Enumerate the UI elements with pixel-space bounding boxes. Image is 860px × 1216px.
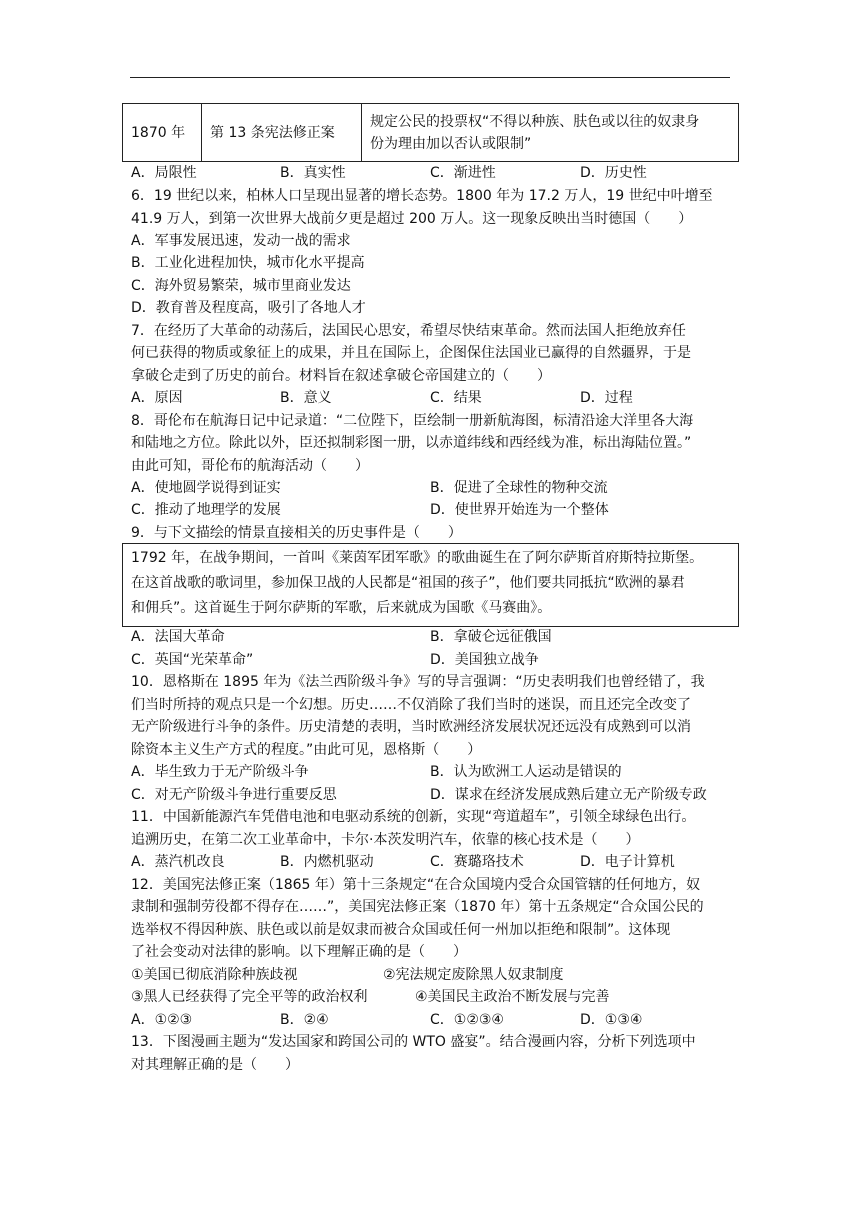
q10-stem-line: 无产阶级进行斗争的条件。历史清楚的表明，当时欧洲经济发展状况还远没有成熟到可以消 [131, 719, 691, 735]
q9-stem: 9．与下文描绘的情景直接相关的历史事件是（ ） [131, 525, 462, 541]
q12-option-c[interactable]: C．①②③④ [430, 1012, 504, 1028]
q12-stem-line: 选举权不得因种族、肤色或以前是奴隶而被合众国或任何一州加以拒绝和限制”。这体现 [131, 922, 671, 938]
amendment-table [122, 103, 739, 162]
q13-stem-line: 13．下图漫画主题为“发达国家和跨国公司的 WTO 盛宴”。结合漫画内容，分析下列选项中 [131, 1034, 696, 1050]
table-cell-year: 1870 年 [123, 104, 202, 162]
q8-option-a[interactable]: A．使地圆学说得到证实 [131, 480, 281, 496]
header-rule [130, 77, 730, 78]
q8-option-c[interactable]: C．推动了地理学的发展 [131, 502, 281, 518]
q7-stem-line: 7．在经历了大革命的动荡后，法国民心思安，希望尽快结束革命。然而法国人拒绝放弃任 [131, 323, 686, 339]
q11-option-d[interactable]: D．电子计算机 [580, 854, 675, 870]
q10-stem-line: 10．恩格斯在 1895 年为《法兰西阶级斗争》写的导言强调：“历史表明我们也曾经错了，我 [131, 674, 705, 690]
q11-option-c[interactable]: C．赛璐珞技术 [430, 854, 524, 870]
q12-option-b[interactable]: B．②④ [280, 1012, 329, 1028]
q8-stem-line: 和陆地之方位。除此以外，臣还拟制彩图一册，以赤道纬线和西经线为准，标出海陆位置。” [131, 435, 692, 451]
q6-option-c[interactable]: C．海外贸易繁荣，城市里商业发达 [131, 278, 351, 294]
q13-stem-line: 对其理解正确的是（ ） [131, 1057, 299, 1073]
q12-stem-line: 了社会变动对法律的影响。以下理解正确的是（ ） [131, 944, 467, 960]
table-cell-name: 第 13 条宪法修正案 [202, 104, 362, 162]
q7-stem-line: 拿破仑走到了历史的前台。材料旨在叙述拿破仑帝国建立的（ ） [131, 368, 551, 384]
q12-item-4: ④美国民主政治不断发展与完善 [415, 989, 610, 1005]
q11-stem-line: 11．中国新能源汽车凭借电池和电驱动系统的创新，实现“弯道超车”，引领全球绿色出行。 [131, 809, 696, 825]
q9-option-b[interactable]: B．拿破仑远征俄国 [430, 629, 552, 645]
q7-option-a[interactable]: A．原因 [131, 390, 183, 406]
table-content-line: 规定公民的投票权“不得以种族、肤色或以往的奴隶身 [370, 113, 700, 130]
q5-option-b[interactable]: B．真实性 [280, 165, 346, 181]
q12-option-a[interactable]: A．①②③ [131, 1012, 193, 1028]
q12-stem-line: 12．美国宪法修正案（1865 年）第十三条规定“在合众国境内受合众国管辖的任何地方，奴 [131, 877, 701, 893]
q12-item-1: ①美国已彻底消除种族歧视 [131, 967, 298, 983]
q10-stem-line: 除资本主义生产方式的程度。”由此可见，恩格斯（ ） [131, 742, 482, 758]
q6-stem-line: 41.9 万人，到第一次世界大战前夕更是超过 200 万人。这一现象反映出当时德国（ ） [131, 211, 693, 227]
q5-option-a[interactable]: A．局限性 [131, 165, 197, 181]
q11-option-b[interactable]: B．内燃机驱动 [280, 854, 374, 870]
q7-option-c[interactable]: C．结果 [430, 390, 482, 406]
q9-option-c[interactable]: C．英国“光荣革命” [131, 652, 254, 668]
table-content-line: 份为理由加以否认或限制” [370, 135, 532, 152]
q9-box-line: 1792 年，在战争期间，一首叫《莱茵军团军歌》的歌曲诞生在了阿尔萨斯首府斯特拉斯堡。 [131, 550, 704, 566]
q8-stem-line: 8．哥伦布在航海日记中记录道：“二位陛下，臣绘制一册新航海图，标清沿途大洋里各大海 [131, 413, 694, 429]
q10-option-a[interactable]: A．毕生致力于无产阶级斗争 [131, 764, 309, 780]
q9-option-a[interactable]: A．法国大革命 [131, 629, 225, 645]
q7-option-b[interactable]: B．意义 [280, 390, 332, 406]
q6-option-b[interactable]: B．工业化进程加快，城市化水平提高 [131, 255, 365, 271]
q6-stem-line: 6．19 世纪以来，柏林人口呈现出显著的增长态势。1800 年为 17.2 万人，19 世纪中叶增至 [131, 188, 713, 204]
q9-option-d[interactable]: D．美国独立战争 [430, 652, 539, 668]
table-row [123, 104, 739, 162]
q11-option-a[interactable]: A．蒸汽机改良 [131, 854, 225, 870]
table-cell-content [362, 104, 739, 162]
q11-stem-line: 追溯历史，在第二次工业革命中，卡尔·本茨发明汽车，依靠的核心技术是（ ） [131, 832, 640, 848]
q10-option-c[interactable]: C．对无产阶级斗争进行重要反思 [131, 787, 337, 803]
q6-option-a[interactable]: A．军事发展迅速，发动一战的需求 [131, 233, 351, 249]
q7-stem-line: 何已获得的物质或象征上的成果，并且在国际上，企图保住法国业已赢得的自然疆界，于是 [131, 345, 691, 361]
q10-option-d[interactable]: D．谋求在经济发展成熟后建立无产阶级专政 [430, 787, 707, 803]
q12-option-d[interactable]: D．①③④ [580, 1012, 643, 1028]
q9-box-line: 和佣兵”。这首诞生于阿尔萨斯的军歌，后来就成为国歌《马赛曲》。 [131, 600, 552, 616]
q9-box-line: 在这首战歌的歌词里，参加保卫战的人民都是“祖国的孩子”，他们要共同抵抗“欧洲的暴君 [131, 575, 685, 591]
q12-item-3: ③黑人已经获得了完全平等的政治权利 [131, 989, 368, 1005]
q5-option-d[interactable]: D．历史性 [580, 165, 647, 181]
q8-option-b[interactable]: B．促进了全球性的物种交流 [430, 480, 608, 496]
q12-item-2: ②宪法规定废除黑人奴隶制度 [383, 967, 564, 983]
q10-stem-line: 们当时所持的观点只是一个幻想。历史……不仅消除了我们当时的迷误，而且还完全改变了 [131, 697, 691, 713]
q12-stem-line: 隶制和强制劳役都不得存在……”，美国宪法修正案（1870 年）第十五条规定“合众国公民的 [131, 899, 704, 915]
q8-option-d[interactable]: D．使世界开始连为一个整体 [430, 502, 609, 518]
q5-option-c[interactable]: C．渐进性 [430, 165, 496, 181]
q10-option-b[interactable]: B．认为欧洲工人运动是错误的 [430, 764, 622, 780]
q7-option-d[interactable]: D．过程 [580, 390, 633, 406]
q8-stem-line: 由此可知，哥伦布的航海活动（ ） [131, 458, 369, 474]
q6-option-d[interactable]: D．教育普及程度高，吸引了各地人才 [131, 300, 366, 316]
q9-source-box [122, 543, 739, 627]
